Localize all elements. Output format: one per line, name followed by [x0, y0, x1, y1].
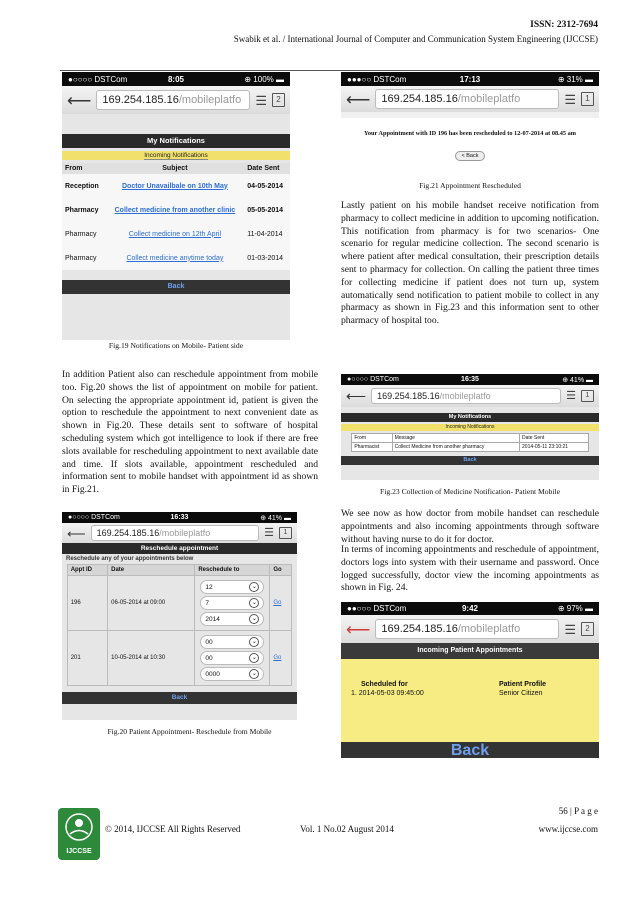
tabs-icon[interactable]: 2: [272, 93, 285, 107]
url-field[interactable]: 169.254.185.16/mobileplatfo: [371, 388, 561, 404]
address-bar: [341, 385, 599, 407]
notifications-table: [62, 163, 290, 270]
go-link[interactable]: Go: [273, 655, 282, 661]
back-button[interactable]: Back: [341, 456, 599, 465]
patient-profile: Senior Citizen: [499, 690, 543, 697]
carrier: ●○○○○ DSTCom: [347, 376, 399, 383]
url-field[interactable]: 169.254.185.16/mobileplatfo: [375, 619, 559, 639]
volume: Vol. 1 No.02 August 2014: [300, 824, 394, 834]
header-divider: [60, 70, 600, 71]
day-select[interactable]: 00 ⌄: [200, 635, 264, 649]
back-button[interactable]: < Back: [455, 151, 486, 161]
logo-emblem-icon: [58, 808, 100, 846]
battery: ⊕ 97% ▬: [557, 604, 593, 613]
table-row: [352, 443, 588, 452]
website[interactable]: www.ijccse.com: [538, 824, 598, 834]
address-bar: [341, 615, 599, 643]
table-row: [67, 631, 292, 686]
reschedule-table: [67, 564, 293, 686]
logo-text: IJCCSE: [66, 848, 92, 855]
fig21-caption: Fig.21 Appointment Rescheduled: [419, 181, 521, 190]
chevron-down-icon: ⌄: [249, 637, 259, 647]
address-bar: [62, 86, 290, 114]
day-select[interactable]: 12 ⌄: [200, 580, 264, 594]
message-cell: Collect Medicine from another pharmacy: [392, 443, 519, 452]
clock: 17:13: [459, 74, 481, 84]
status-bar: [341, 602, 599, 615]
status-bar: [341, 374, 599, 385]
menu-icon[interactable]: ☰: [564, 621, 576, 637]
carrier: ●○○○○ DSTCom: [68, 74, 128, 84]
col-header: Scheduled for: [361, 681, 408, 688]
tabs-icon[interactable]: 2: [581, 622, 594, 636]
from-cell: Pharmacy: [65, 206, 99, 214]
col-header: From: [352, 434, 392, 443]
copyright: © 2014, IJCCSE All Rights Reserved: [105, 824, 241, 834]
list-item[interactable]: [341, 688, 599, 697]
appt-id: 196: [67, 576, 107, 631]
table-row: [67, 576, 292, 631]
carrier: ●●○○○ DSTCom: [347, 604, 407, 613]
fig24-screenshot: [341, 602, 599, 758]
col-header: Patient Profile: [499, 681, 547, 688]
col-header: Appt ID: [67, 565, 107, 576]
tabs-icon[interactable]: 1: [581, 390, 594, 402]
back-arrow-icon[interactable]: ⟵: [67, 90, 92, 110]
page-title: Reschedule appointment: [62, 543, 297, 554]
chevron-down-icon: ⌄: [249, 669, 259, 679]
journal-logo: [58, 808, 100, 860]
year-select[interactable]: 0000 ⌄: [200, 667, 264, 681]
back-button[interactable]: Back: [62, 280, 290, 294]
col-header: Date: [108, 565, 195, 576]
reschedule-message: Your Appointment with ID 196 has been rescheduled to 12-07-2014 at 08.45 am: [364, 130, 576, 137]
col-header: Subject: [162, 165, 188, 172]
page-title: Incoming Patient Appointments: [341, 643, 599, 659]
paragraph-left: In addition Patient also can reschedule appointment from mobile too. Fig.20 shows the list of appointment on mobile for patient. On selecting the appropriate appointment id, patient is given the option to reschedule the appointment to next convenient date as shown in Fig.20. These details sent to software of hospital scheduling system which got intelligence to look if there are free slots available for rescheduling appointment to next available date and time. If slots available, appointment rescheduled and information sent to mobile handset with appointment id as shown in Fig.21.: [62, 369, 318, 496]
col-header: Date Sent: [520, 434, 589, 443]
fig23-caption: Fig.23 Collection of Medicine Notification- Patient Mobile: [380, 487, 560, 496]
url-field[interactable]: 169.254.185.16/mobileplatfo: [91, 525, 259, 541]
date-cell: 01-03-2014: [247, 254, 284, 262]
address-bar: [62, 523, 297, 543]
subject-link[interactable]: Doctor Unavailbale on 10th May: [122, 182, 228, 190]
status-bar: [62, 512, 297, 523]
carrier: ●○○○○ DSTCom: [68, 514, 120, 521]
back-button[interactable]: Back: [341, 742, 599, 758]
battery: ⊕ 31% ▬: [557, 74, 593, 84]
page-number: 56 | P a g e: [558, 806, 598, 816]
page-title: My Notifications: [62, 134, 290, 148]
scheduled-time: 1. 2014-05-03 09:45:00: [351, 690, 424, 697]
back-button[interactable]: Back: [62, 692, 297, 704]
col-header: Reschedule to: [195, 565, 270, 576]
tabs-icon[interactable]: 1: [279, 527, 292, 539]
table-row: [62, 246, 290, 270]
url-field[interactable]: 169.254.185.16/mobileplatfo: [96, 90, 250, 110]
table-row: [62, 198, 290, 222]
status-bar: [341, 72, 599, 86]
subtitle-bar: Incoming Notifications: [62, 151, 290, 160]
page-title: My Notifications: [341, 413, 599, 422]
battery: ⊕ 41% ▬: [562, 376, 593, 384]
col-header: Date Sent: [247, 165, 280, 172]
fig19-screenshot: [62, 72, 290, 340]
year-select[interactable]: 2014 ⌄: [200, 612, 264, 626]
journal-title: Swabik et al. / International Journal of Computer and Communication System Engineering (IJCCSE): [233, 34, 598, 44]
back-arrow-icon[interactable]: ⟵: [346, 388, 367, 404]
clock: 9:42: [461, 604, 478, 613]
chevron-down-icon: ⌄: [249, 598, 259, 608]
month-select[interactable]: 00 ⌄: [200, 651, 264, 665]
notifications-table: [351, 433, 588, 452]
date-cell: 04-05-2014: [247, 182, 284, 190]
issn: ISSN: 2312-7694: [530, 20, 598, 30]
fig20-screenshot: [62, 512, 297, 720]
menu-icon[interactable]: ☰: [255, 92, 267, 108]
fig23-screenshot: [341, 374, 599, 480]
back-arrow-icon[interactable]: ⟵: [346, 89, 371, 109]
menu-icon[interactable]: ☰: [566, 389, 576, 402]
subject-link[interactable]: Collect medicine anytime today: [126, 254, 224, 262]
status-bar: [62, 72, 290, 86]
paragraph-right-3: In terms of incoming appointments and reschedule of appointment, doctors logs into system with their username and password. Once logged successfully, doctor view the incoming appointments as shown in Fig. 24.: [341, 544, 599, 594]
menu-icon[interactable]: ☰: [264, 526, 274, 539]
subject-link[interactable]: Collect medicine on 12th April: [128, 230, 222, 238]
col-header: From: [65, 165, 83, 172]
from-cell: Reception: [65, 182, 99, 190]
battery: ⊕ 41% ▬: [260, 514, 291, 522]
address-bar: [341, 86, 599, 112]
appt-id: 201: [67, 631, 107, 686]
carrier: ●●●○○ DSTCom: [347, 74, 407, 84]
table-row: [62, 174, 290, 198]
date-cell: 2014-05-11 23:10:21: [520, 443, 589, 452]
chevron-down-icon: ⌄: [249, 653, 259, 663]
clock: 16:33: [170, 514, 189, 521]
date-cell: 05-05-2014: [247, 206, 284, 214]
fig21-screenshot: [341, 72, 599, 168]
subject-link[interactable]: Collect medicine from another clinic: [114, 206, 236, 214]
back-arrow-icon[interactable]: ⟵: [67, 525, 86, 541]
paragraph-right-1: Lastly patient on his mobile handset receive notification from pharmacy to collect medicine in addition to upcoming notification. This notification from pharmacy is for two scenarios- One scenario for regular medicine collection. The second scenario is where patient after medical consultation, their prescription details sent to pharmacy for collection. On calling the patient three times for collecting medicine if patient does not turn up, system automatically send notification to patient mobile to collect in any pharmacy as shown in Fig.23 and this information sent to other pharmacy of hospital too.: [341, 200, 599, 327]
from-cell: Pharmacy: [65, 254, 97, 262]
month-select[interactable]: 7 ⌄: [200, 596, 264, 610]
chevron-down-icon: ⌄: [249, 614, 259, 624]
subtitle-bar: Incoming Notifications: [341, 424, 599, 431]
tabs-icon[interactable]: 1: [581, 92, 594, 106]
appt-date: 06-05-2014 at 09:00: [108, 576, 195, 631]
table-row: [62, 222, 290, 246]
fig20-caption: Fig.20 Patient Appointment- Reschedule from Mobile: [107, 727, 272, 736]
clock: 16:35: [461, 376, 479, 383]
menu-icon[interactable]: ☰: [564, 91, 576, 107]
url-field[interactable]: 169.254.185.16/mobileplatfo: [375, 89, 559, 109]
col-header: Message: [392, 434, 519, 443]
appt-date: 10-05-2014 at 10:30: [108, 631, 195, 686]
clock: 8:05: [167, 74, 184, 84]
fig19-caption: Fig.19 Notifications on Mobile- Patient side: [108, 341, 244, 350]
col-header: Go: [270, 565, 292, 576]
paragraph-right-2: We see now as how doctor from mobile handset can reschedule appointments and also incoming appointments through software without having nurse to do it for doctor.: [341, 508, 599, 545]
go-link[interactable]: Go: [273, 600, 282, 606]
date-cell: 11-04-2014: [247, 230, 283, 238]
chevron-down-icon: ⌄: [249, 582, 259, 592]
back-arrow-icon[interactable]: ⟵: [346, 619, 371, 639]
from-cell: Pharmacy: [65, 230, 97, 238]
from-cell: Pharmacist: [352, 443, 392, 452]
subtitle: Reschedule any of your appointments below: [66, 556, 194, 562]
battery: ⊕ 100% ▬: [244, 74, 284, 84]
